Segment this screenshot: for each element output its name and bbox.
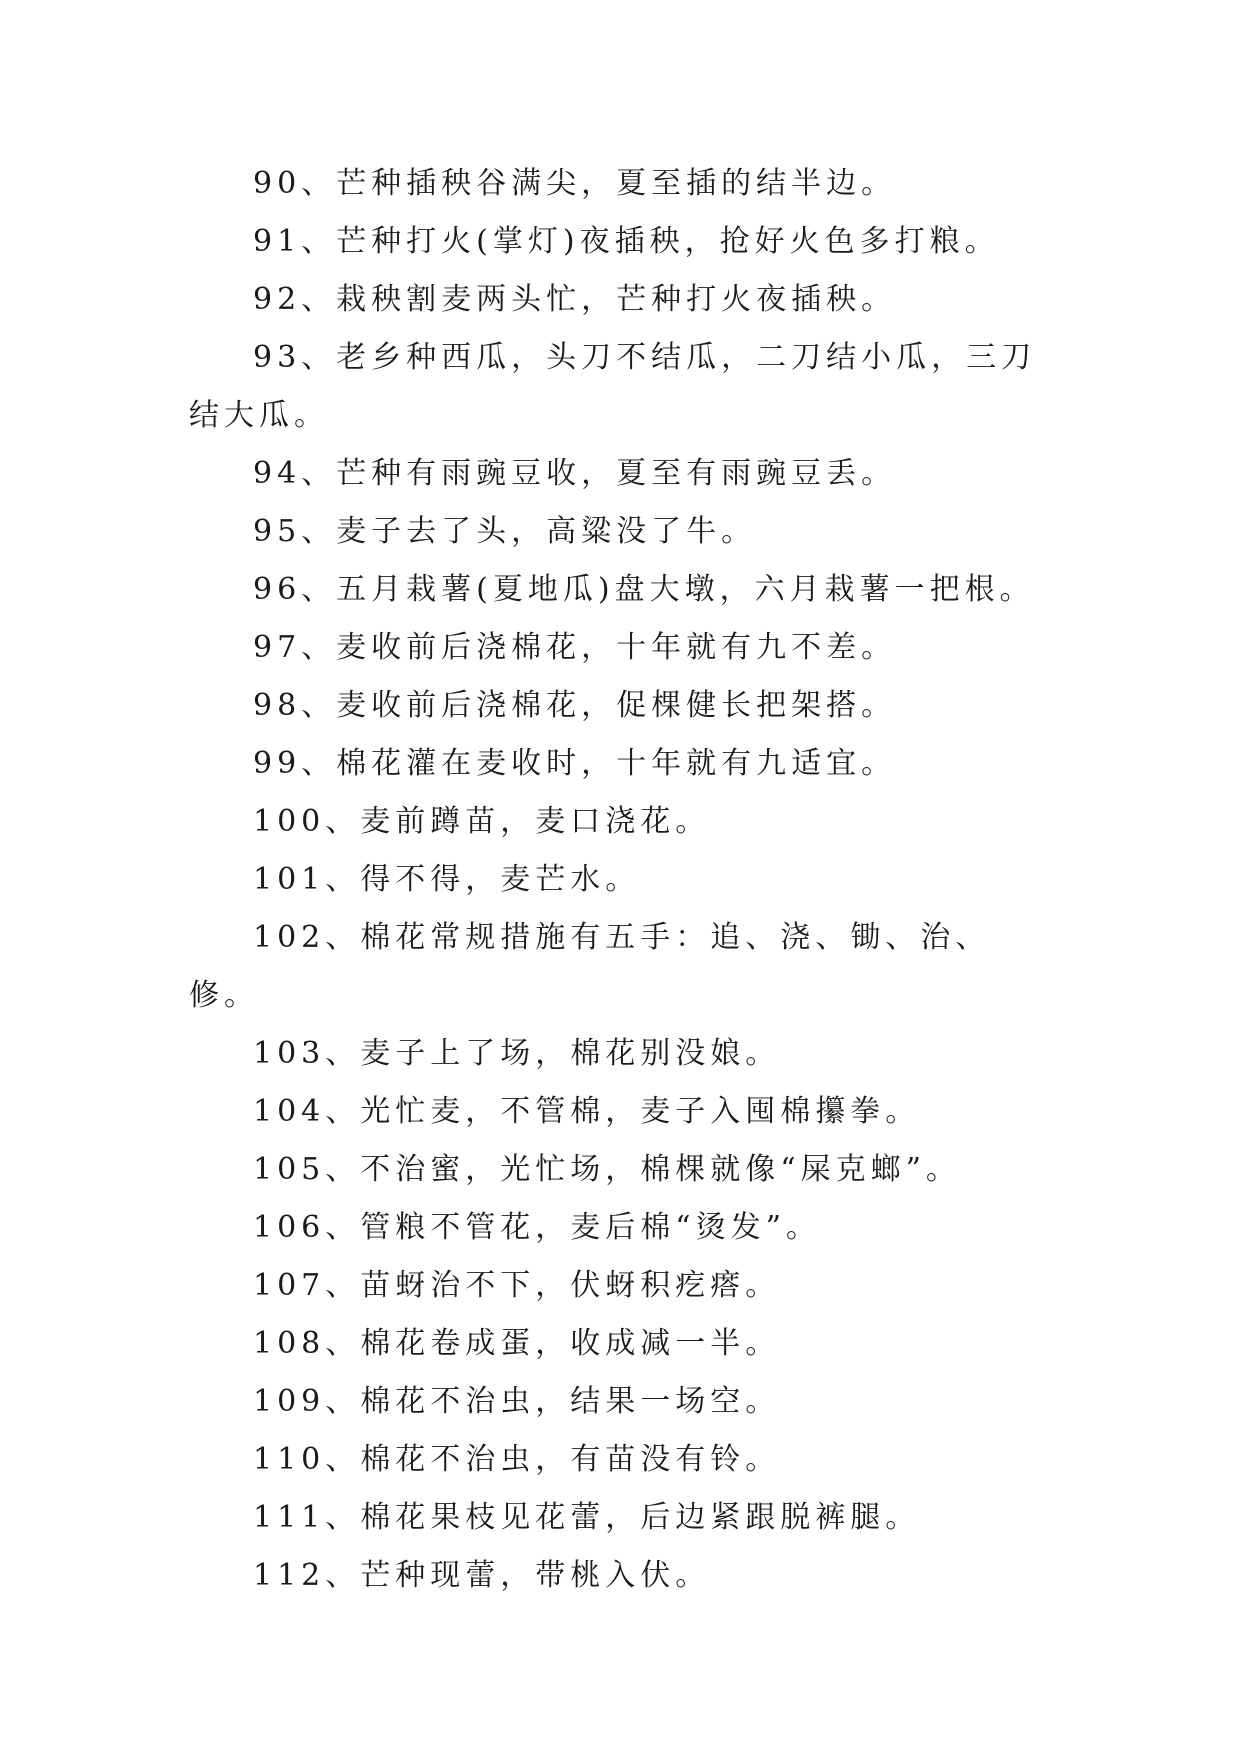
- list-item: 93、老乡种西瓜，头刀不结瓜，二刀结小瓜，三刀结大瓜。: [189, 340, 1037, 433]
- list-item: 92、栽秧割麦两头忙，芒种打火夜插秧。: [253, 282, 897, 317]
- list-item: 107、苗蚜治不下，伏蚜积疙瘩。: [253, 1268, 781, 1303]
- list-item: 100、麦前蹲苗，麦口浇花。: [253, 804, 711, 839]
- proverb-list: [189, 155, 1049, 1605]
- list-item: 96、五月栽薯(夏地瓜)盘大墩，六月栽薯一把根。: [253, 572, 1035, 607]
- list-item: 110、棉花不治虫，有苗没有铃。: [253, 1442, 781, 1477]
- list-item: 104、光忙麦，不管棉，麦子入囤棉攥拳。: [253, 1094, 921, 1129]
- list-item: 97、麦收前后浇棉花，十年就有九不差。: [253, 630, 897, 665]
- list-item: 102、棉花常规措施有五手：追、浇、锄、治、修。: [189, 920, 991, 1013]
- list-item: 99、棉花灌在麦收时，十年就有九适宜。: [253, 746, 897, 781]
- list-item: 95、麦子去了头，高粱没了牛。: [253, 514, 757, 549]
- list-item: 105、不治蜜，光忙场，棉棵就像“屎克螂”。: [253, 1152, 961, 1187]
- list-item: 109、棉花不治虫，结果一场空。: [253, 1384, 781, 1419]
- list-item: 94、芒种有雨豌豆收，夏至有雨豌豆丢。: [253, 456, 897, 491]
- list-item: 91、芒种打火(掌灯)夜插秧，抢好火色多打粮。: [253, 224, 1000, 259]
- list-item: 103、麦子上了场，棉花别没娘。: [253, 1036, 781, 1071]
- list-item: 106、管粮不管花，麦后棉“烫发”。: [253, 1210, 821, 1245]
- list-item: 111、棉花果枝见花蕾，后边紧跟脱裤腿。: [253, 1500, 921, 1535]
- list-item: 101、得不得，麦芒水。: [253, 862, 641, 897]
- list-item: 98、麦收前后浇棉花，促棵健长把架搭。: [253, 688, 897, 723]
- list-item: 108、棉花卷成蛋，收成减一半。: [253, 1326, 781, 1361]
- list-item: 112、芒种现蕾，带桃入伏。: [253, 1558, 711, 1593]
- list-item: 90、芒种插秧谷满尖，夏至插的结半边。: [253, 166, 897, 201]
